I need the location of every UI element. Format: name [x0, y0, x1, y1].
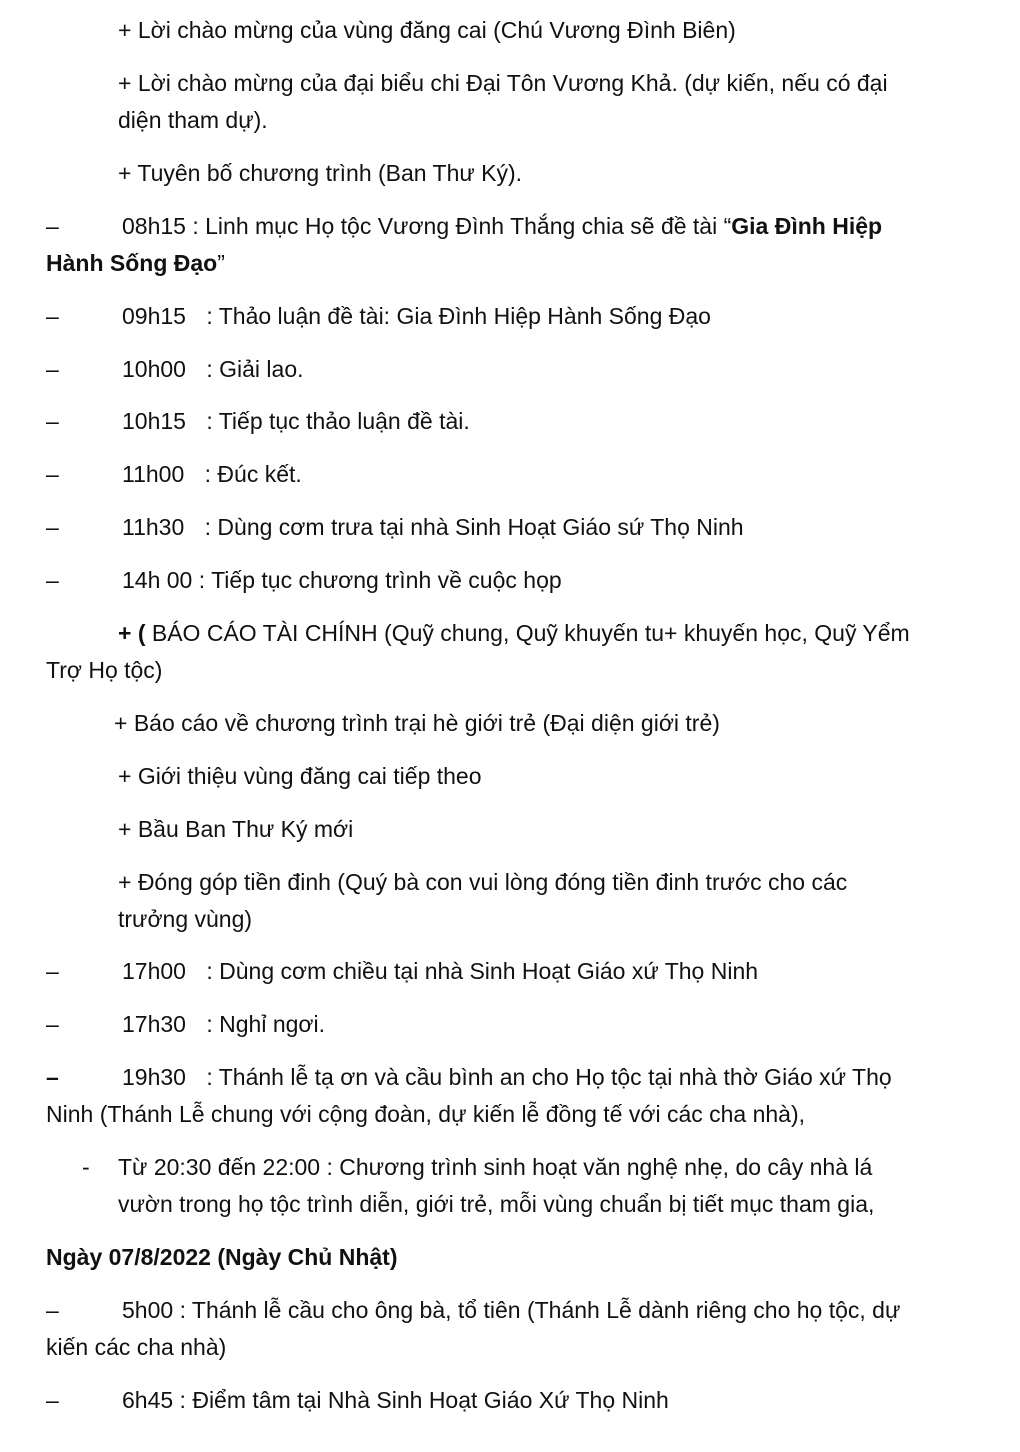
dash-marker: – [46, 1011, 59, 1037]
dinner-text: : Dùng cơm chiều tại nhà Sinh Hoạt Giáo xứ Thọ Ninh [206, 958, 759, 984]
break-line [122, 354, 304, 384]
conclude-line [122, 459, 302, 489]
afternoon-line [122, 565, 562, 595]
dash-marker: – [46, 303, 59, 329]
talk-time: 08h15 [122, 213, 186, 239]
dash-marker: – [46, 213, 59, 239]
program-announce-line: + Tuyên bố chương trình (Ban Thư Ký). [118, 160, 523, 186]
finance-line-2: Trợ Họ tộc) [46, 657, 163, 683]
rest-text: : Nghỉ ngơi. [206, 1011, 325, 1037]
breakfast-text: : Điểm tâm tại Nhà Sinh Hoạt Giáo Xứ Thọ Ninh [173, 1387, 669, 1413]
continue-time: 10h15 [122, 408, 186, 434]
breakfast-line [122, 1385, 669, 1415]
welcome-delegate-line-2: diện tham dự). [118, 107, 268, 133]
finance-line-1 [118, 618, 910, 648]
day-heading: Ngày 07/8/2022 (Ngày Chủ Nhật) [46, 1244, 398, 1270]
discuss-line [122, 301, 711, 331]
talk-title-part-2: Hành Sống Đạo [46, 250, 218, 276]
lunch-text: : Dùng cơm trưa tại nhà Sinh Hoạt Giáo sứ Thọ Ninh [204, 514, 744, 540]
welcome-host-line: + Lời chào mừng của vùng đăng cai (Chú Vương Đình Biên) [118, 17, 736, 43]
finance-text-1: BÁO CÁO TÀI CHÍNH (Quỹ chung, Quỹ khuyến tu+ khuyến học, Quỹ Yểm [145, 620, 910, 646]
mass-line-2: Ninh (Thánh Lễ chung với cộng đoàn, dự kiến lễ đồng tế với các cha nhà), [46, 1101, 806, 1127]
contribute-line-1: + Đóng góp tiền đinh (Quý bà con vui lòng đóng tiền đinh trước cho các [118, 869, 848, 895]
discuss-time: 09h15 [122, 303, 186, 329]
youth-camp-line: + Báo cáo về chương trình trại hè giới trẻ (Đại diện giới trẻ) [114, 710, 720, 736]
dash-marker: – [46, 1387, 59, 1413]
discuss-text: : Thảo luận đề tài: Gia Đình Hiệp Hành Sống Đạo [206, 303, 711, 329]
mass-text-1: : Thánh lễ tạ ơn và cầu bình an cho Họ tộc tại nhà thờ Giáo xứ Thọ [206, 1064, 892, 1090]
dash-marker: – [46, 567, 59, 593]
dash-marker: – [46, 356, 59, 382]
afternoon-time: 14h 00 [122, 567, 193, 593]
next-host-line: + Giới thiệu vùng đăng cai tiếp theo [118, 763, 482, 789]
dash-marker: – [46, 958, 59, 984]
talk-text: : Linh mục Họ tộc Vương Đình Thắng chia sẽ đề tài “ [192, 213, 732, 239]
rest-time: 17h30 [122, 1011, 186, 1037]
break-time: 10h00 [122, 356, 186, 382]
finance-bold-prefix: + ( [118, 620, 146, 646]
evening-line-2: vườn trong họ tộc trình diễn, giới trẻ, mỗi vùng chuẩn bị tiết mục tham gia, [118, 1191, 875, 1217]
talk-line-2 [46, 248, 225, 278]
lunch-line [122, 512, 744, 542]
evening-bullet: - [82, 1154, 90, 1180]
conclude-text: : Đúc kết. [204, 461, 302, 487]
morning-mass-text-1: : Thánh lễ cầu cho ông bà, tổ tiên (Thánh Lễ dành riêng cho họ tộc, dự [179, 1297, 901, 1323]
contribute-line-2: trưởng vùng) [118, 906, 253, 932]
dinner-time: 17h00 [122, 958, 186, 984]
dash-marker: – [46, 461, 59, 487]
break-text: : Giải lao. [206, 356, 304, 382]
elect-line: + Bầu Ban Thư Ký mới [118, 816, 354, 842]
dinner-line [122, 956, 758, 986]
morning-mass-line-2: kiến các cha nhà) [46, 1334, 227, 1360]
morning-mass-line-1 [122, 1295, 900, 1325]
morning-mass-time: 5h00 [122, 1297, 174, 1323]
talk-line-1 [122, 211, 882, 241]
lunch-time: 11h30 [122, 514, 185, 540]
welcome-delegate-line-1: + Lời chào mừng của đại biểu chi Đại Tôn Vương Khả. (dự kiến, nếu có đại [118, 70, 888, 96]
dash-marker: – [46, 1297, 59, 1323]
continue-text: : Tiếp tục thảo luận đề tài. [206, 408, 470, 434]
conclude-time: 11h00 [122, 461, 185, 487]
evening-line-1: Từ 20:30 đến 22:00 : Chương trình sinh hoạt văn nghệ nhẹ, do cây nhà lá [118, 1154, 873, 1180]
talk-title-close: ” [217, 250, 225, 276]
mass-time: 19h30 [122, 1064, 186, 1090]
dash-marker: – [46, 1064, 59, 1090]
dash-marker: – [46, 514, 59, 540]
afternoon-text: : Tiếp tục chương trình về cuộc họp [198, 567, 562, 593]
talk-title-part-1: Gia Đình Hiệp [731, 213, 883, 239]
dash-marker: – [46, 408, 59, 434]
mass-line-1 [122, 1062, 892, 1092]
rest-line [122, 1009, 325, 1039]
breakfast-time: 6h45 [122, 1387, 174, 1413]
continue-line [122, 406, 470, 436]
